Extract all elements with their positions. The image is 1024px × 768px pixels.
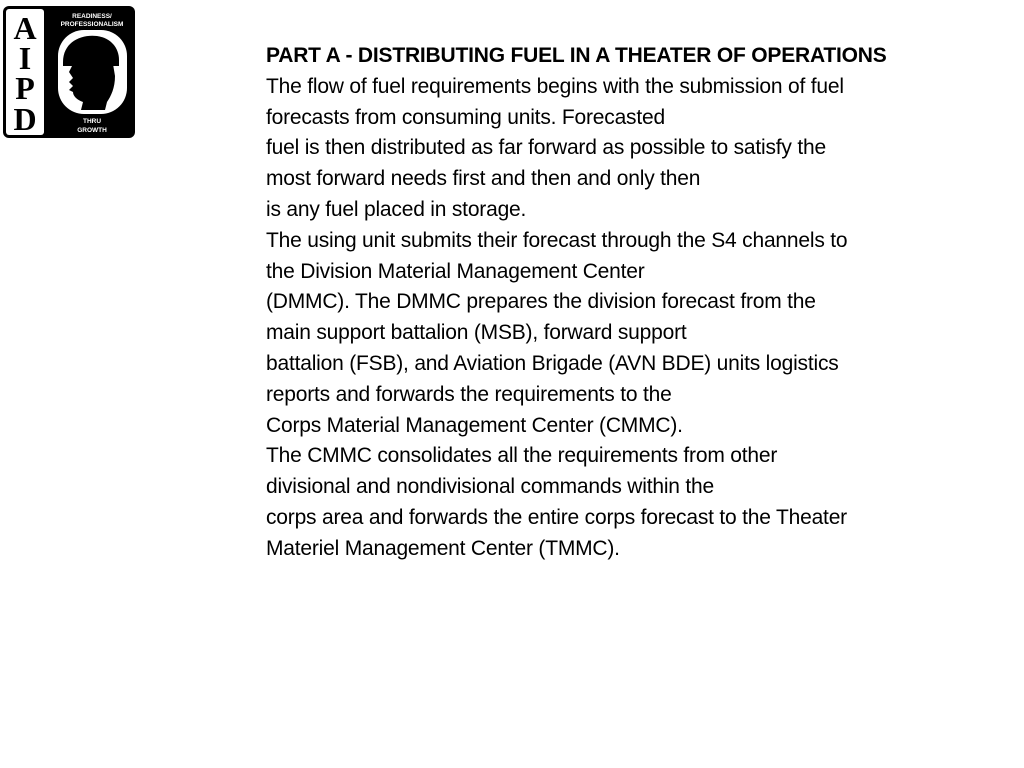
logo-top-text-1: READINESS/ xyxy=(72,13,112,20)
logo-letter-i: I xyxy=(18,40,32,76)
text-line: (DMMC). The DMMC prepares the division forecast from the xyxy=(266,290,816,314)
document-body xyxy=(266,41,966,565)
logo-letter-p: P xyxy=(15,70,35,106)
text-line: forecasts from consuming units. Forecasted xyxy=(266,105,665,129)
text-line: is any fuel placed in storage. xyxy=(266,197,527,221)
text-line: reports and forwards the requirements to the xyxy=(266,382,672,406)
logo-letter-d: D xyxy=(13,101,37,137)
logo-bottom-text-1: THRU xyxy=(82,118,102,125)
text-line: the Division Material Management Center xyxy=(266,259,645,283)
text-line: corps area and forwards the entire corps forecast to the Theater xyxy=(266,505,847,529)
text-line: battalion (FSB), and Aviation Brigade (AVN BDE) units logistics xyxy=(266,351,839,375)
text-line: The flow of fuel requirements begins with the submission of fuel xyxy=(266,74,844,98)
section-heading: PART A - DISTRIBUTING FUEL IN A THEATER OF OPERATIONS xyxy=(266,44,887,67)
text-line: main support battalion (MSB), forward support xyxy=(266,321,687,345)
text-line: most forward needs first and then and only then xyxy=(266,167,701,191)
text-line: divisional and nondivisional commands within the xyxy=(266,475,714,499)
text-line: fuel is then distributed as far forward as possible to satisfy the xyxy=(266,136,826,160)
text-line: Corps Material Management Center (CMMC). xyxy=(266,413,683,437)
text-line: The CMMC consolidates all the requirements from other xyxy=(266,444,778,468)
logo-bottom-text-2: GROWTH xyxy=(77,127,107,134)
aipd-logo xyxy=(3,6,135,138)
logo-letter-a: A xyxy=(13,10,37,46)
text-line: Materiel Management Center (TMMC). xyxy=(266,536,620,560)
text-line: The using unit submits their forecast through the S4 channels to xyxy=(266,228,848,252)
logo-top-text-2: PROFESSIONALISM xyxy=(60,21,124,28)
